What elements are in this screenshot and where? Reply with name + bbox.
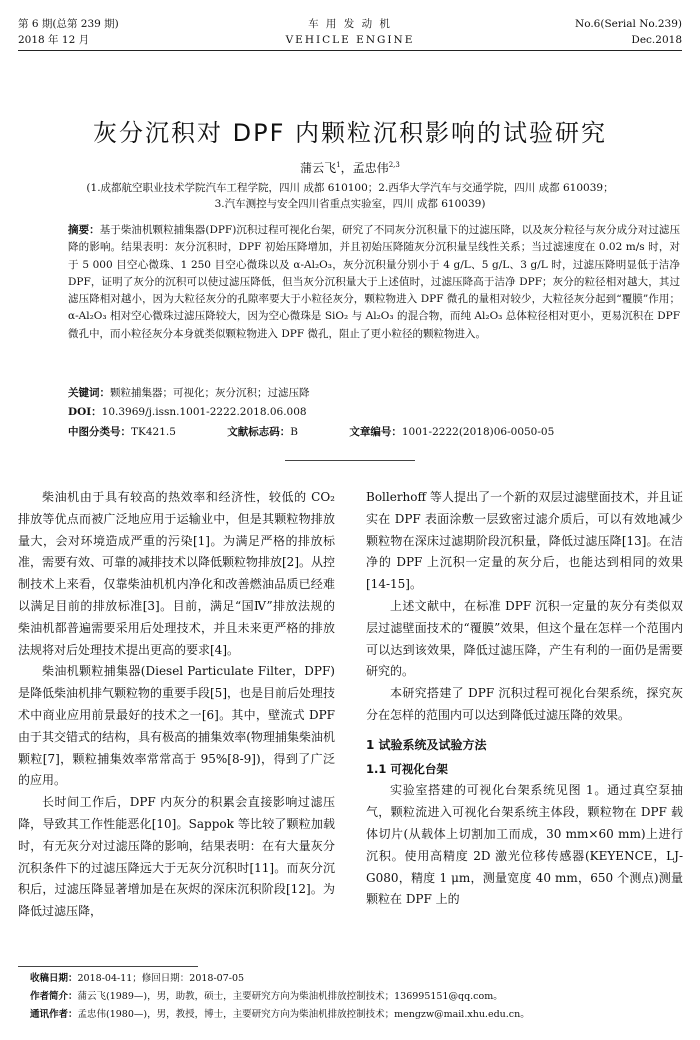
body-column-right [366,487,683,911]
body-paragraph: 实验室搭建的可视化台架系统见图 1。通过真空泵抽气，颗粒流进入可视化台架系统主体段，颗粒物在 DPF 载体切片(从载体上切割加工而成，30 mm×60 mm)上进行沉积。使用高精度 2D 激光位移传感器(KEYENCE，LJ-G080，精度 1 μm，测量宽度 40 mm，650 个测点)测量颗粒在 DPF 上的 [366,783,683,907]
date-cn: 2018 年 12 月 [18,34,90,46]
issue-cn: 第 6 期(总第 239 期) [18,18,119,30]
keywords-text: 颗粒捕集器；可视化；灰分沉积；过滤压降 [110,387,310,399]
affiliation-line: 3.汽车测控与安全四川省重点实验室，四川 成都 610039) [214,198,486,210]
author-affil-mark: 2,3 [388,161,400,169]
doi-label: DOI： [68,406,102,418]
doc-code-label: 文献标志码： [227,426,291,438]
clc-value: TK421.5 [131,426,176,438]
author-name: 蒲云飞 [300,161,337,175]
classification [68,424,680,440]
body-paragraph: 柴油机由于具有较高的热效率和经济性，较低的 CO₂ 排放等优点而被广泛地应用于运输业中，但是其颗粒物排放量大，会对环境造成严重的污染[1]。为满足严格的排放标准，需要有效、可靠的减排技术以降低颗粒物排放[2]。从控制技术上来看，仅靠柴油机机内净化和改善燃油品质已经难以满足目前的排放标准[3]。目前，满足“国Ⅳ”排放法规的柴油机都普遍需要采用后处理技术，并且未来更严格的排放法规将对后处理技术提出更高的要求[4]。 [18,490,336,657]
footnotes [30,970,680,1024]
body-paragraph: 上述文献中，在标准 DPF 沉积一定量的灰分有类似双层过滤壁面技术的“覆膜”效果，但这个量在怎样一个范围内可以达到该效果，降低过滤压降，产生有利的一面仍是需要研究的。 [366,598,683,679]
footnote-text: 孟忠伟(1980—)，男，教授，博士，主要研究方向为柴油机排放控制技术；mengzw@mail.xhu.edu.cn。 [77,1009,530,1020]
doi-text: 10.3969/j.issn.1001-2222.2018.06.008 [101,406,307,418]
running-header [18,16,682,50]
footnote-label: 收稿日期： [30,973,78,984]
abstract-label: 摘要： [68,224,100,236]
body-paragraph: 柴油机颗粒捕集器(Diesel Particulate Filter，DPF)是降低柴油机排气颗粒物的重要手段[5]，也是目前后处理技术中商业应用前景最好的技术之一[6]。其中，壁流式 DPF 由于其交错式的结构，具有极高的捕集效率(物理捕集柴油机颗粒[7]，颗粒捕集效率常常高于 95%[8-9])，得到了广泛的应用。 [18,664,336,788]
doi [68,404,680,420]
footnote-corresponding [30,1006,680,1024]
keywords [68,385,680,401]
doc-code-value: B [290,426,298,438]
issue-en: No.6(Serial No.239) [575,18,682,30]
author-affil-mark: 1 [336,161,341,169]
abstract-text: 基于柴油机颗粒捕集器(DPF)沉积过程可视化台架，研究了不同灰分沉积量下的过滤压降，以及灰分粒径与灰分成分对过滤压降的影响。结果表明：灰分沉积时，DPF 初始压降增加，并且初始压降随灰分沉积量呈线性关系；当过滤速度在 0.02 m/s 时，对于 5 000 目空心微珠、1 250 目空心微珠以及 α-Al₂O₃，灰分沉积量分别小于 4 g/L、5 g/L、3 g/L 时，过滤压降明显低于洁净 DPF，证明了灰分的沉积可以使过滤压降低，但当灰分沉积量大于上述值时，过滤压降高于洁净 DPF；灰分的粒径相对越大，其过滤压降相对越小，因为大粒径灰分的孔隙率要大于小粒径灰分，颗粒物进入 DPF 微孔的量相对较少，大粒径灰分起到“覆膜”作用；α-Al₂O₃ 相对空心微珠过滤压降较大，因为空心微珠是 SiO₂ 与 Al₂O₃ 的混合物，而纯 Al₂O₃ 总体粒径相对更小，更易沉积在 DPF 微孔中，而小粒径灰分本身就类似颗粒物进入 DPF 微孔，阻止了更小粒径的颗粒物进入。 [68,224,681,340]
journal-en: VEHICLE ENGINE [285,34,415,46]
footnote-author [30,988,680,1006]
body-paragraph: 本研究搭建了 DPF 沉积过程可视化台架系统，探究灰分在怎样的范围内可以达到降低过滤压降的效果。 [366,686,683,722]
footnote-received [30,970,680,988]
author-line [0,159,700,176]
clc-label: 中图分类号： [68,426,131,438]
keywords-label: 关键词： [68,387,110,399]
author-separator: ， [340,161,353,175]
footnote-label: 通讯作者： [30,1009,78,1020]
journal-cn: 车 用 发 动 机 [308,18,392,30]
footnote-rule [18,966,198,967]
abstract-divider [285,460,415,461]
footnote-text: 蒲云飞(1989—)，男，助教，硕士，主要研究方向为柴油机排放控制技术；136995151@qq.com。 [77,991,503,1002]
section-heading: 1 试验系统及试验方法 [366,737,487,752]
article-no-value: 1001-2222(2018)06-0050-05 [401,426,555,438]
header-rule [18,50,682,51]
footnote-text: 2018-04-11；修回日期：2018-07-05 [77,973,245,984]
affiliations [40,180,660,212]
subsection-heading: 1.1 可视化台架 [366,761,448,776]
body-paragraph: 长时间工作后，DPF 内灰分的积累会直接影响过滤压降，导致其工作性能恶化[10]。Sappok 等比较了颗粒加载时，有无灰分对过滤压降的影响，结果表明：在有大量灰分沉积条件下的过滤压降远大于无灰分沉积时[11]。而灰分沉积后，过滤压降显著增加是在灰烬的深床沉积阶段[12]。为降低过滤压降， [18,795,335,919]
body-column-left [18,487,335,923]
article-no-label: 文章编号： [349,426,402,438]
date-en: Dec.2018 [631,34,682,46]
body-paragraph: Bollerhoff 等人提出了一个新的双层过滤壁面技术，并且证实在 DPF 表面涂敷一层致密过滤介质后，可以有效地减少颗粒物在深床过滤期阶段沉积量，降低过滤压降[13]。在洁净的 DPF 上沉积一定量的灰分后，也能达到相同的效果[14-15]。 [366,490,683,592]
author-name: 孟忠伟 [352,161,389,175]
header-right [575,16,682,48]
paper-title: 灰分沉积对 DPF 内颗粒沉积影响的试验研究 [92,119,607,147]
abstract [68,222,680,343]
footnote-label: 作者简介： [30,991,78,1002]
affiliation-line: (1.成都航空职业技术学院汽车工程学院，四川 成都 610100；2.西华大学汽车与交通学院，四川 成都 610039； [86,182,614,194]
